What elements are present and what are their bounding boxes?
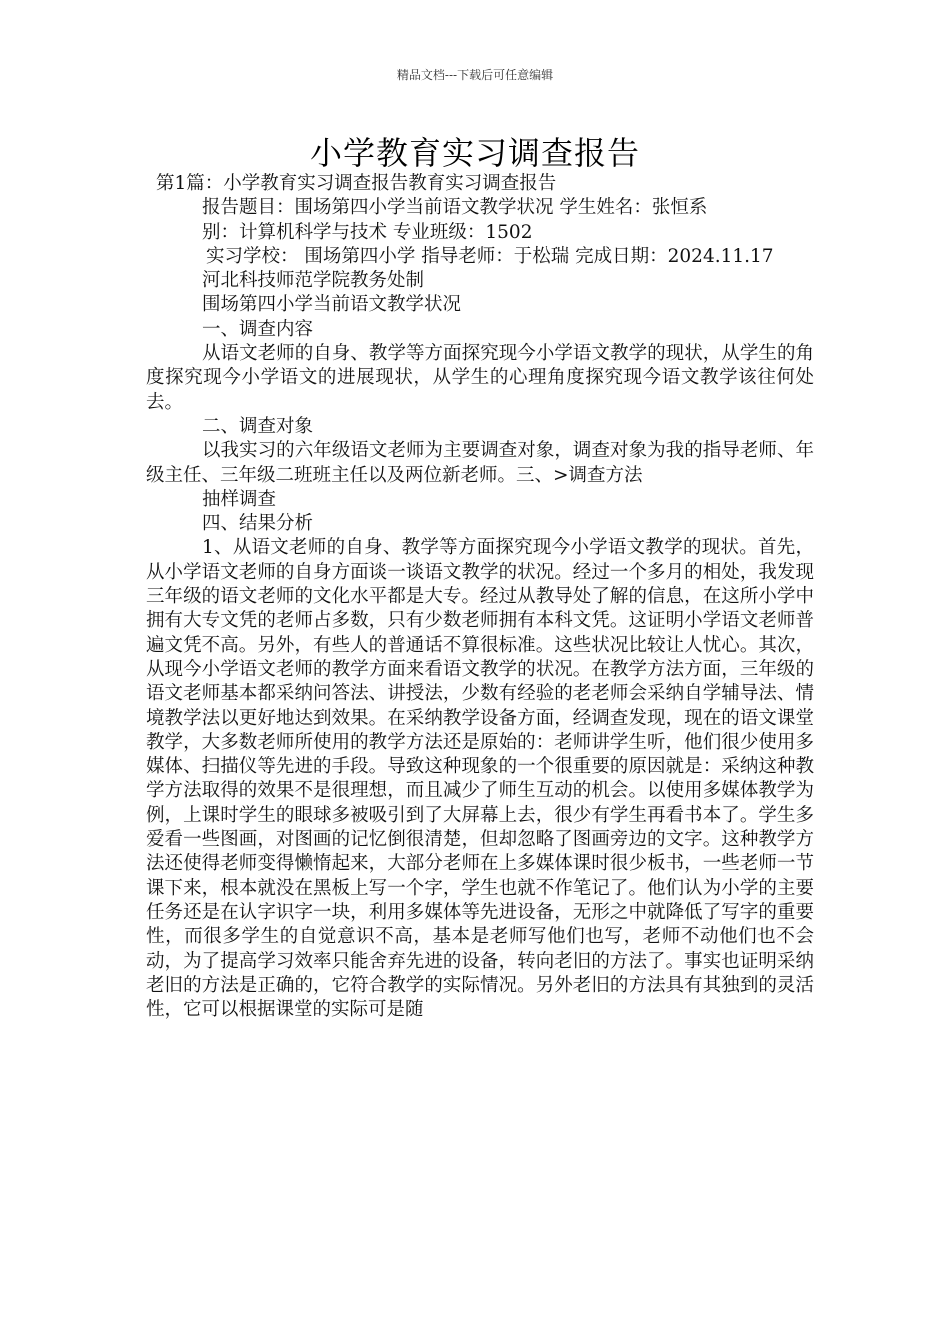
page-header-note: 精品文档---下载后可任意编辑 [396, 68, 554, 82]
report-info-line: 别：计算机科学与技术 专业班级：1502 [202, 221, 533, 243]
section-heading: 四、结果分析 [202, 513, 314, 535]
body-paragraph: 1、从语文老师的自身、教学等方面探究现今小学语文教学的现状。首先，从小学语文老师的自身方面谈一谈语文教学的状况。经过一个多月的相处，我发现三年级的语文老师的文化水平都是大专。经过从教导处了解的信息，在这所小学中拥有大专文凭的老师占多数，只有少数老师拥有本科文凭。这证明小学语文老师普遍文凭不高。另外，有些人的普通话不算很标准。这些状况比较让人忧心。其次，从现今小学语文老师的教学方面来看语文教学的状况。在教学方法方面，三年级的语文老师基本都采纳问答法、讲授法，少数有经验的老老师会采纳自学辅导法、情境教学法以更好地达到效果。在采纳教学设备方面，经调查发现，现在的语文课堂教学，大多数老师所使用的教学方法还是原始的：老师讲学生听，他们很少使用多媒体、扫描仪等先进的手段。导致这种现象的一个很重要的原因就是：采纳这种教学方法取得的效果不是很理想，而且减少了师生互动的机会。以使用多媒体教学为例，上课时学生的眼球多被吸引到了大屏幕上去，很少有学生再看书本了。学生多爱看一些图画，对图画的记忆倒很清楚，但却忽略了图画旁边的文字。这种教学方法还使得老师变得懒惰起来，大部分老师在上多媒体课时很少板书，一些老师一节课下来，根本就没在黑板上写一个字，学生也就不作笔记了。他们认为小学的主要任务还是在认字识字一块，利用多媒体等先进设备，无形之中就降低了写字的重要性，而很多学生的自觉意识不高，基本是老师写他们也写，老师不动他们也不会动，为了提高学习效率只能舍弃先进的设备，转向老旧的方法了。事实也证明采纳老旧的方法是正确的，它符合教学的实际情况。另外老旧的方法具有其独到的灵活性，它可以根据课堂的实际可是随 [146, 537, 814, 1021]
body-paragraph: 以我实习的六年级语文老师为主要调查对象，调查对象为我的指导老师、年级主任、三年级二班班主任以及两位新老师。三、>调查方法 [146, 440, 814, 486]
report-info-line: 报告题目：围场第四小学当前语文教学状况 学生姓名：张恒系 [202, 197, 708, 219]
document-title: 小学教育实习调查报告 [309, 134, 640, 172]
body-paragraph: 从语文老师的自身、教学等方面探究现今小学语文教学的现状，从学生的角度探究现今小学语文的进展现状，从学生的心理角度探究现今语文教学该往何处去。 [146, 343, 814, 413]
section-heading: 一、调查内容 [202, 318, 314, 340]
report-info-line: 实习学校： 围场第四小学 指导老师：于松瑞 完成日期：2024.11.17 [206, 245, 774, 267]
document-body [146, 172, 814, 1022]
institution-line: 河北科技师范学院教务处制 [202, 270, 425, 292]
body-paragraph: 抽样调查 [202, 488, 277, 510]
section-heading: 二、调查对象 [202, 415, 314, 437]
section-subtitle: 围场第四小学当前语文教学状况 [202, 294, 462, 316]
chapter-heading: 第1篇：小学教育实习调查报告教育实习调查报告 [156, 173, 557, 194]
